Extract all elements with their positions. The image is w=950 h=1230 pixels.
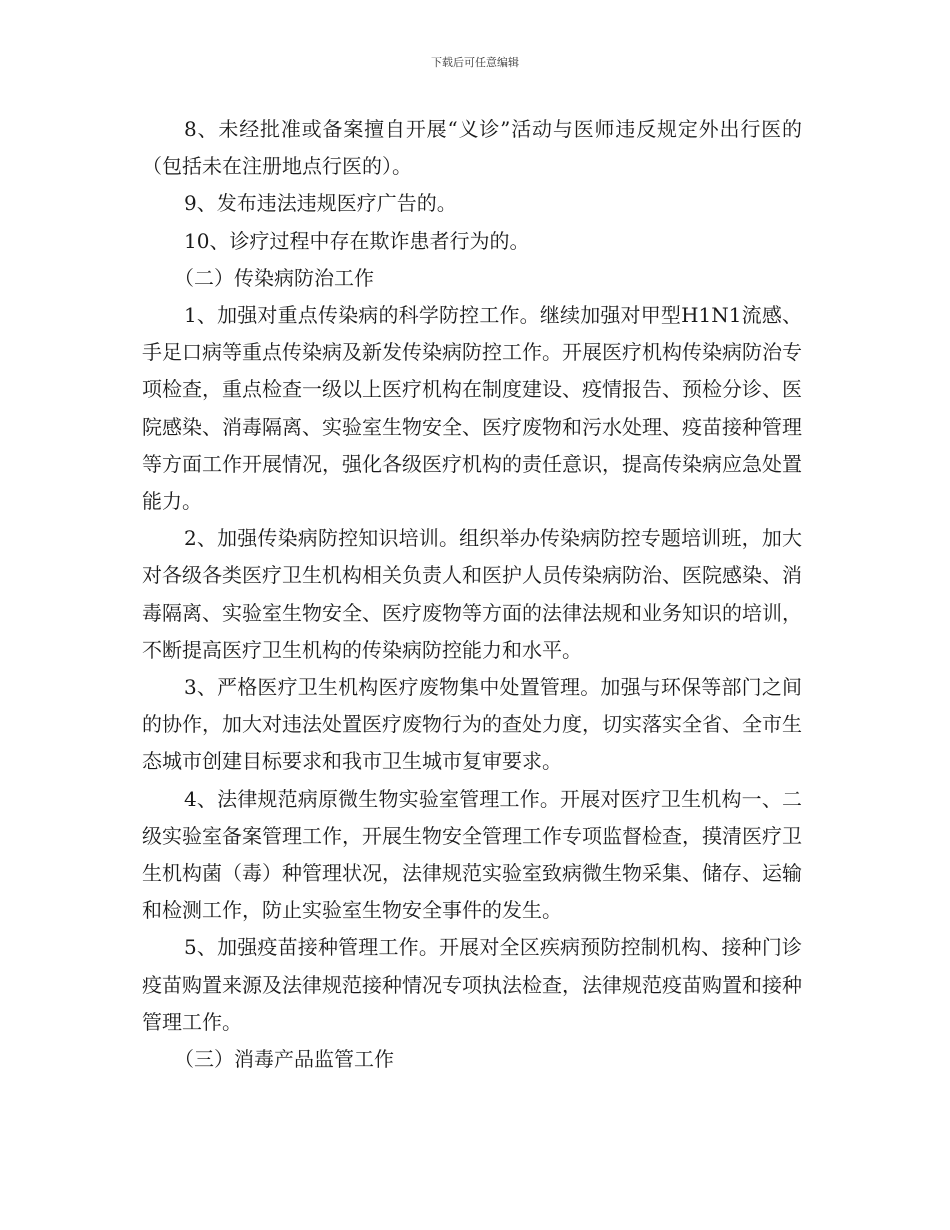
section-heading-3: （三）消毒产品监管工作 — [174, 1047, 394, 1072]
page-header: 下载后可任意编辑 — [431, 56, 519, 69]
paragraph-disease-2: 2、加强传染病防控知识培训。组织举办传染病防控专题培训班，加大对各级各类医疗卫生机构相关负责人和医护人员传染病防治、医院感染、消毒隔离、实验室生物安全、医疗废物等方面的法律法规和业务知识的培训，不断提高医疗卫生机构的传染病防控能力和水平。 — [142, 526, 802, 662]
paragraph-item-10: 10、诊疗过程中存在欺诈患者行为的。 — [184, 228, 530, 253]
document-body — [142, 111, 802, 1078]
paragraph-disease-5: 5、加强疫苗接种管理工作。开展对全区疾病预防控制机构、接种门诊疫苗购置来源及法律规范接种情况专项执法检查，法律规范疫苗购置和接种管理工作。 — [142, 935, 802, 1034]
paragraph-item-9: 9、发布违法违规医疗广告的。 — [184, 191, 457, 216]
paragraph-disease-4: 4、法律规范病原微生物实验室管理工作。开展对医疗卫生机构一、二级实验室备案管理工作，开展生物安全管理工作专项监督检查，摸清医疗卫生机构菌（毒）种管理状况，法律规范实验室致病微生物采集、储存、运输和检测工作，防止实验室生物安全事件的发生。 — [142, 786, 802, 923]
paragraph-disease-3: 3、严格医疗卫生机构医疗废物集中处置管理。加强与环保等部门之间的协作，加大对违法处置医疗废物行为的查处力度，切实落实全省、全市生态城市创建目标要求和我市卫生城市复审要求。 — [142, 675, 802, 774]
paragraph-item-8: 8、未经批准或备案擅自开展“义诊”活动与医师违反规定外出行医的（包括未在注册地点行医的）。 — [142, 117, 802, 179]
section-heading-2: （二）传染病防治工作 — [174, 265, 374, 290]
paragraph-disease-1: 1、加强对重点传染病的科学防控工作。继续加强对甲型H1N1流感、手足口病等重点传染病及新发传染病防控工作。开展医疗机构传染病防治专项检查，重点检查一级以上医疗机构在制度建设、疫情报告、预检分诊、医院感染、消毒隔离、实验室生物安全、医疗废物和污水处理、疫苗接种管理等方面工作开展情况，强化各级医疗机构的责任意识，提高传染病应急处置能力。 — [142, 303, 802, 514]
